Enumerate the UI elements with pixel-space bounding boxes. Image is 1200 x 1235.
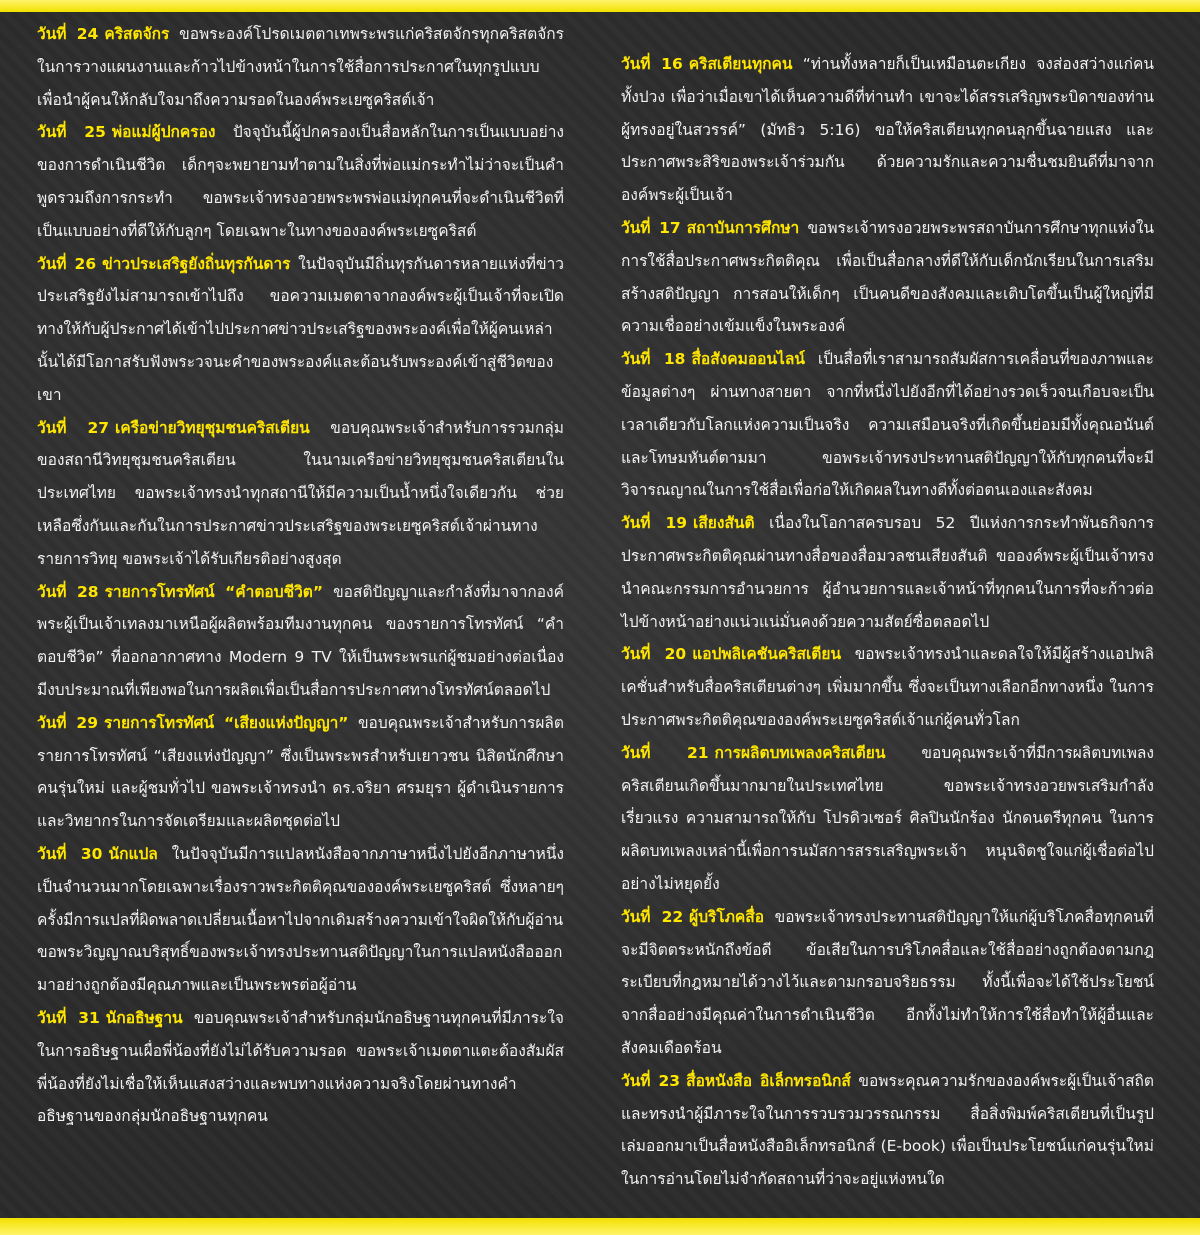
entry-day: วันที่ 20: [621, 645, 687, 664]
entry-text: ปัจจุบันนี้ผู้ปกครองเป็นสื่อหลักในการเป็นแบบอย่างของการดำเนินชีวิต เด็กๆจะพยายามทำตามในสิ่งที่พ่อแม่กระทำไม่ว่าจะเป็นคำพูดรวมถึงการกระทำ ขอพระเจ้าทรงอวยพระพรพ่อแม่ทุกคนที่จะดำเนินชีวิตที่เป็นแบบอย่างที่ดีให้กับลูกๆ โดยเฉพาะในทางขององค์พระเยซูคริสต์: [37, 123, 564, 240]
prayer-entry-day-22: [621, 901, 1154, 1065]
entry-topic: ผู้บริโภคสื่อ: [689, 907, 765, 926]
entry-text: ขอบคุณพระเจ้าสำหรับกลุ่มนักอธิษฐานทุกคนที่มีภาระใจในการอธิษฐานเผื่อพี่น้องที่ยังไม่ได้รับความรอด ขอพระเจ้าเมตตาแตะต้องสัมผัสพี่น้องที่ยังไม่เชื่อให้เห็นแสงสว่างและพบทางแห่งความจริงโดยผ่านทางคำอธิษฐานของกลุ่มนักอธิษฐานทุกคน: [37, 1008, 564, 1126]
entry-text: ขอพระคุณความรักขององค์พระผู้เป็นเจ้าสถิตและทรงนำผู้มีภาระใจในการรวบรวมวรรณกรรม สื่อสิ่งพิมพ์คริสเตียนที่เป็นรูปเล่มออกมาเป็นสื่อหนังสืออิเล็กทรอนิกส์ (E-book) เพื่อเป็นประโยชน์แก่คนรุ่นใหม่ในการอ่านโดยไม่จำกัดสถานที่ว่าจะอยู่แห่งหนใด: [621, 1071, 1154, 1189]
entry-text: เนื่องในโอกาสครบรอบ 52 ปีแห่งการกระทำพันธกิจการประกาศพระกิตติคุณผ่านทางสื่อของสื่อมวลชนเสียงสันติ ขอองค์พระผู้เป็นเจ้าทรงนำคณะกรรมการอำนวยการ ผู้อำนวยการและเจ้าหน้าที่ทุกคนในการที่จะก้าวต่อไปข้างหน้าอย่างแน่วแน่มั่นคงด้วยความสัตย์ซื่อตลอดไป: [621, 514, 1155, 631]
entry-text: ขอพระองค์โปรดเมตตาเทพระพรแก่คริสตจักรทุกคริสตจักรในการวางแผนงานและก้าวไปข้างหน้าในการใช้สื่อการประกาศในทุกรูปแบบ เพื่อนำผู้คนให้กลับใจมาถึงความรอดในองค์พระเยซูคริสต์เจ้า: [37, 25, 564, 109]
entry-day: วันที่ 26: [37, 254, 97, 273]
entry-topic: สถาบันการศึกษา: [686, 218, 800, 237]
prayer-entry-day-31: [37, 1002, 564, 1133]
right-column: [621, 48, 1154, 1196]
entry-topic: แอปพลิเคชันคริสเตียน: [692, 645, 842, 664]
entry-topic: รายการโทรทัศน์ “คำตอบชีวิต”: [104, 582, 324, 601]
entry-day: วันที่ 24: [37, 25, 99, 43]
entry-text: ขอพระเจ้าทรงประทานสติปัญญาให้แก่ผู้บริโภคสื่อทุกคนที่จะมีจิตตระหนักถึงข้อดี ข้อเสียในการบริโภคสื่อและใช้สื่ออย่างถูกต้องตามกฎระเบียบที่กฎหมายได้วางไว้และตามกรอบจริยธรรม ทั้งนี้เพื่อจะได้ใช้ประโยชน์จากสื่ออย่างมีคุณค่าในการดำเนินชีวิต อีกทั้งไม่ทำให้การใช้สื่อทำให้ผู้อื่นและสังคมเดือดร้อน: [621, 907, 1154, 1057]
entry-day: วันที่ 27: [37, 418, 110, 437]
prayer-entry-day-29: [37, 707, 564, 838]
prayer-entry-day-27: [37, 412, 564, 576]
prayer-entry-day-20: [621, 638, 1154, 736]
entry-topic: คริสตจักร: [104, 25, 170, 43]
entry-topic: การผลิตบทเพลงคริสเตียน: [714, 743, 886, 762]
entry-text: ขอสติปัญญาและกำลังที่มาจากองค์พระผู้เป็นเจ้าเทลงมาเหนือผู้ผลิตพร้อมทีมงานทุกคน ของรายการโทรทัศน์ “คำตอบชีวิต” ที่ออกอากาศทาง Modern 9 TV ให้เป็นพระพรแก่ผู้ชมอย่างต่อเนื่อง มีงบประมาณที่เพียงพอในการผลิตเพื่อเป็นสื่อการประกาศทางโทรทัศน์ตลอดไป: [37, 582, 564, 699]
entry-day: วันที่ 17: [621, 218, 681, 237]
entry-day: วันที่ 23: [621, 1071, 681, 1090]
prayer-entry-day-17: [621, 212, 1154, 343]
entry-day: วันที่ 31: [37, 1008, 100, 1027]
prayer-entry-day-23: [621, 1065, 1154, 1196]
entry-topic: สื่อหนังสือ อิเล็กทรอนิกส์: [686, 1071, 851, 1090]
prayer-entry-day-30: [37, 838, 564, 1002]
entry-day: วันที่ 21: [621, 743, 709, 762]
entry-topic: นักแปล: [108, 844, 158, 863]
entry-text: ขอพระเจ้าทรงอวยพระพรสถาบันการศึกษาทุกแห่งในการใช้สื่อประกาศพระกิตติคุณ เพื่อเป็นสื่อกลางที่ดีให้กับเด็กนักเรียนในการเสริมสร้างสติปัญญา การสอนให้เด็กๆ เป็นคนดีของสังคมและเติบโตขึ้นเป็นผู้ใหญ่ที่มีความเชื่ออย่างเข้มแข็งในพระองค์: [621, 218, 1154, 336]
entry-day: วันที่ 19: [621, 514, 688, 533]
entry-text: “ท่านทั้งหลายก็เป็นเหมือนตะเกียง จงส่องสว่างแก่คนทั้งปวง เพื่อว่าเมื่อเขาได้เห็นความดีที่ท่านทำ เขาจะได้สรรเสริญพระบิดาของท่าน ผู้ทรงอยู่ในสวรรค์” (มัทธิว 5:16) ขอให้คริสเตียนทุกคนลุกขึ้นฉายแสง และประกาศพระสิริของพระเจ้าร่วมกัน ด้วยความรักและความชื่นชมยินดีที่มาจากองค์พระผู้เป็นเจ้า: [621, 55, 1154, 205]
entry-topic: นักอธิษฐาน: [105, 1008, 183, 1027]
entry-text: เป็นสื่อที่เราสามารถสัมผัสการเคลื่อนที่ของภาพและข้อมูลต่างๆ ผ่านทางสายตา จากที่หนึ่งไปยังอีกที่ได้อย่างรวดเร็วจนเกือบจะเป็นเวลาเดียวกับโลกแห่งความเป็นจริง ความเสมือนจริงที่เกิดขึ้นย่อมมีทั้งคุณอนันต์และโทษมหันต์ตามมา ขอพระเจ้าทรงประทานสติปัญญาให้กับทุกคนที่จะมี วิจารณญาณในการใช้สื่อเพื่อก่อให้เกิดผลในทางดีทั้งต่อตนเองและสังคม: [621, 350, 1154, 500]
entry-topic: เครือข่ายวิทยุชุมชนคริสเตียน: [115, 418, 310, 437]
entry-text: ขอบคุณพระเจ้าสำหรับการรวมกลุ่ม ของสถานีวิทยุชุมชนคริสเตียน ในนามเครือข่ายวิทยุชุมชนคริสเตียนในประเทศไทย ขอพระเจ้าทรงนำทุกสถานีให้มีความเป็นน้ำหนึ่งใจเดียวกัน ช่วยเหลือซึ่งกันและกันในการประกาศข่าวประเสริฐของพระเยซูคริสต์เจ้าผ่านทางรายการวิทยุ ขอพระเจ้าได้รับเกียรติอย่างสูงสุด: [37, 418, 564, 568]
entry-topic: รายการโทรทัศน์ “เสียงแห่งปัญญา”: [104, 713, 349, 732]
entry-text: ขอบคุณพระเจ้าที่มีการผลิตบทเพลงคริสเตียนเกิดขึ้นมากมายในประเทศไทย ขอพระเจ้าทรงอวยพรเสริมกำลังเรี่ยวแรง ความสามารถให้กับ โปรดิวเซอร์ ศิลปินนักร้อง นักดนตรีทุกคน ในการผลิตบทเพลงเหล่านี้เพื่อการนมัสการสรรเสริญพระเจ้า หนุนจิตชูใจแก่ผู้เชื่อต่อไปอย่างไม่หยุดยั้ง: [621, 743, 1154, 893]
entry-day: วันที่ 16: [621, 55, 683, 73]
entry-topic: สื่อสังคมออนไลน์: [691, 350, 805, 369]
prayer-entry-day-16: [621, 48, 1154, 212]
entry-topic: ข่าวประเสริฐยังถิ่นทุรกันดาร: [102, 254, 291, 273]
entry-text: ในปัจจุบันมีการแปลหนังสือจากภาษาหนึ่งไปยังอีกภาษาหนึ่งเป็นจำนวนมากโดยเฉพาะเรื่องราวพระกิตติคุณขององค์พระเยซูคริสต์ ซึ่งหลายๆครั้งมีการแปลที่ผิดพลาดเปลี่ยนเนื้อหาไปจากเดิมสร้างความเข้าใจผิดให้กับผู้อ่าน ขอพระวิญญาณบริสุทธิ์ของพระเจ้าทรงประทานสติปัญญาในการแปลหนังสือออกมาอย่างถูกต้องมีคุณภาพและเป็นพระพรต่อผู้อ่าน: [37, 844, 564, 995]
entry-day: วันที่ 18: [621, 350, 686, 369]
entry-topic: คริสเตียนทุกคน: [688, 55, 793, 73]
entry-text: ขอบคุณพระเจ้าสำหรับการผลิตรายการโทรทัศน์ “เสียงแห่งปัญญา” ซึ่งเป็นพระพรสำหรับเยาวชน นิสิตนักศึกษา คนรุ่นใหม่ และผู้ชมทั่วไป ขอพระเจ้าทรงนำ ดร.จริยา ศรมยุรา ผู้ดำเนินรายการและวิทยากรในการจัดเตรียมและผลิตชุดต่อไป: [37, 713, 564, 831]
prayer-entry-day-26: [37, 248, 564, 412]
top-yellow-band: [0, 0, 1200, 12]
prayer-entry-day-18: [621, 343, 1154, 507]
entry-text: ในปัจจุบันมีถิ่นทุรกันดารหลายแห่งที่ข่าวประเสริฐยังไม่สามารถเข้าไปถึง ขอความเมตตาจากองค์พระผู้เป็นเจ้าที่จะเปิดทางให้กับผู้ประกาศได้เข้าไปประกาศข่าวประเสริฐของพระองค์เพื่อให้ผู้คนเหล่านั้นได้มีโอกาสรับฟังพระวจนะคำของพระองค์และต้อนรับพระองค์เข้าสู่ชีวิตของเขา: [37, 254, 564, 404]
prayer-entry-day-21: [621, 737, 1154, 901]
prayer-entry-day-25: [37, 116, 564, 247]
entry-text: ขอพระเจ้าทรงนำและดลใจให้มีผู้สร้างแอปพลิเคชั่นสำหรับสื่อคริสเตียนต่างๆ เพิ่มมากขึ้น ซึ่งจะเป็นทางเลือกอีกทางหนึ่ง ในการประกาศพระกิตติคุณขององค์พระเยซูคริสต์เจ้าแก่ผู้คนทั่วโลก: [621, 645, 1154, 729]
entry-day: วันที่ 30: [37, 844, 103, 863]
left-column: [37, 18, 564, 1133]
entry-topic: เสียงสันติ: [693, 514, 755, 533]
entry-day: วันที่ 22: [621, 907, 684, 926]
prayer-entry-day-28: [37, 576, 564, 707]
entry-topic: พ่อแม่ผู้ปกครอง: [111, 123, 216, 142]
bottom-yellow-band: [0, 1218, 1200, 1235]
entry-day: วันที่ 28: [37, 582, 99, 601]
prayer-entry-day-19: [621, 507, 1154, 638]
entry-day: วันที่ 29: [37, 713, 98, 732]
entry-day: วันที่ 25: [37, 123, 106, 142]
prayer-entry-day-24: [37, 18, 564, 116]
